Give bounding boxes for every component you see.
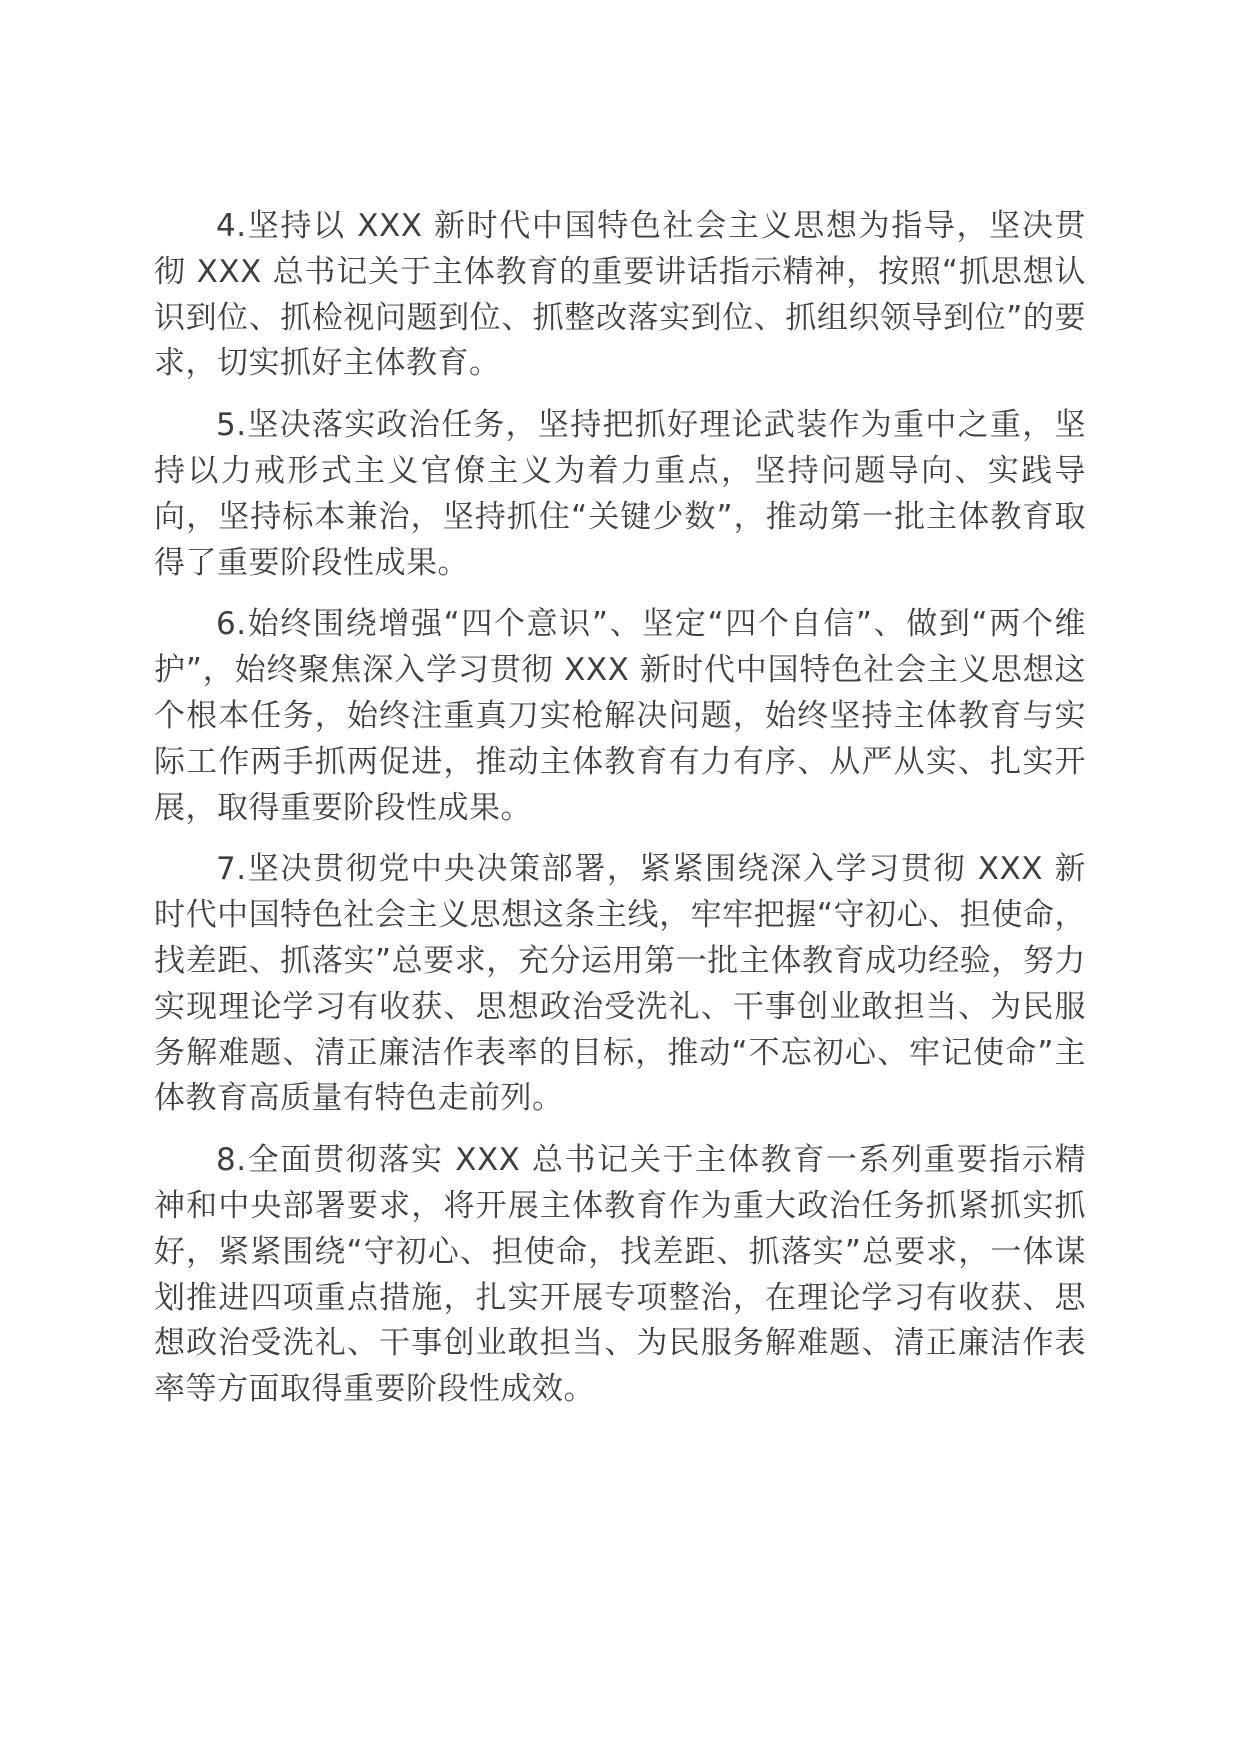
document-body [154, 204, 1086, 1429]
paragraph-5: 5.坚决落实政治任务，坚持把抓好理论武装作为重中之重，坚持以力戒形式主义官僚主义为着力重点，坚持问题导向、实践导向，坚持标本兼治，坚持抓住“关键少数”，推动第一批主体教育取得了重要阶段性成果。 [154, 407, 1086, 581]
paragraph-6: 6.始终围绕增强“四个意识”、坚定“四个自信”、做到“两个维护”，始终聚焦深入学习贯彻 XXX 新时代中国特色社会主义思想这个根本任务，始终注重真刀实枪解决问题，始终坚持主体教育与实际工作两手抓两促进，推动主体教育有力有序、从严从实、扎实开展，取得重要阶段性成果。 [154, 606, 1086, 826]
paragraph-4: 4.坚持以 XXX 新时代中国特色社会主义思想为指导，坚决贯彻 XXX 总书记关于主体教育的重要讲话指示精神，按照“抓思想认识到位、抓检视问题到位、抓整改落实到位、抓组织领导到位”的要求，切实抓好主体教育。 [154, 208, 1086, 382]
paragraph-8: 8.全面贯彻落实 XXX 总书记关于主体教育一系列重要指示精神和中央部署要求，将开展主体教育作为重大政治任务抓紧抓实抓好，紧紧围绕“守初心、担使命，找差距、抓落实”总要求，一体谋划推进四项重点措施，扎实开展专项整治，在理论学习有收获、思想政治受洗礼、干事创业敢担当、为民服务解难题、清正廉洁作表率等方面取得重要阶段性成效。 [154, 1142, 1086, 1408]
paragraph-7: 7.坚决贯彻党中央决策部署，紧紧围绕深入学习贯彻 XXX 新时代中国特色社会主义思想这条主线，牢牢把握“守初心、担使命，找差距、抓落实”总要求，充分运用第一批主体教育成功经验，努力实现理论学习有收获、思想政治受洗礼、干事创业敢担当、为民服务解难题、清正廉洁作表率的目标，推动“不忘初心、牢记使命”主体教育高质量有特色走前列。 [154, 851, 1086, 1117]
